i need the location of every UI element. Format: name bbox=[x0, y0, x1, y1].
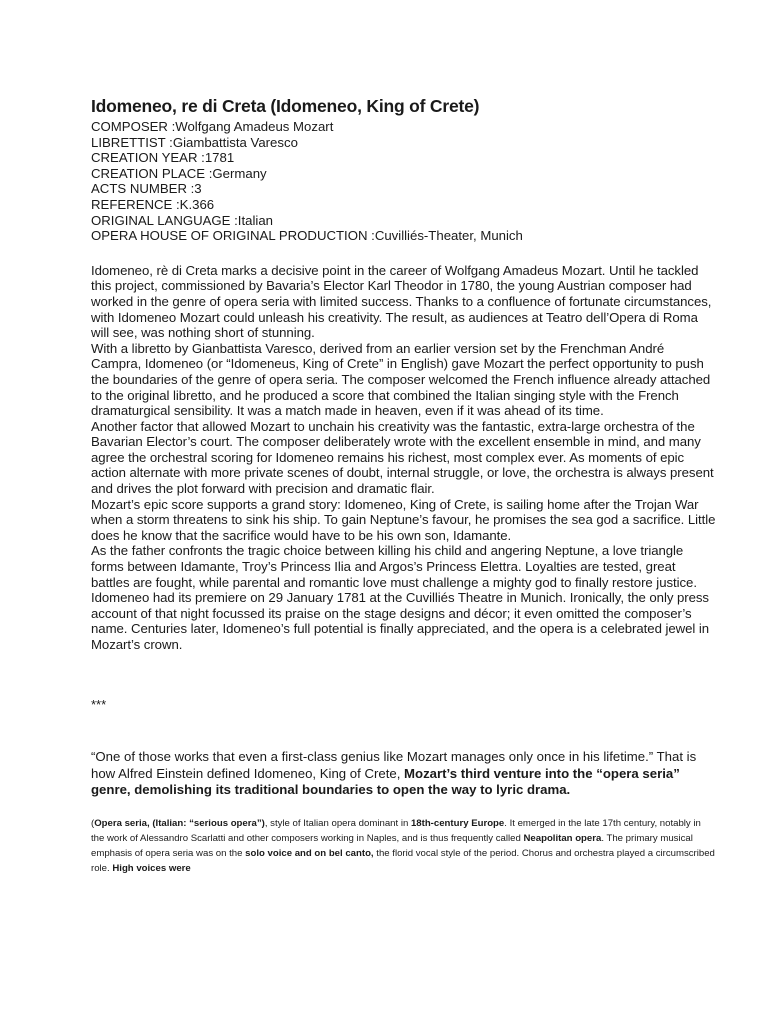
definition-text: , style of Italian opera dominant in bbox=[264, 818, 411, 830]
meta-creation-year: CREATION YEAR :1781 bbox=[91, 150, 235, 166]
section-separator: *** bbox=[91, 696, 107, 712]
body-paragraph: As the father confronts the tragic choice between killing his child and angering Neptune, a love triangle forms between Idamante, Troy’s Princess Ilia and Argos’s Princess Elettra. Loyalties are tested, great battles are fought, while parental and romantic love must challenge a mighty god to finally restore justice. bbox=[91, 543, 697, 590]
quote-bold-text: Mozart’s third venture into the “opera seria” genre, demolishing its traditional boundaries to open the way to lyric drama. bbox=[91, 765, 680, 797]
opera-seria-definition bbox=[91, 816, 716, 876]
meta-original-language: ORIGINAL LANGUAGE :Italian bbox=[91, 212, 273, 228]
meta-reference: REFERENCE :K.366 bbox=[91, 196, 215, 212]
meta-creation-place: CREATION PLACE :Germany bbox=[91, 165, 267, 181]
definition-bold: Opera seria, (Italian: “serious opera”) bbox=[94, 818, 265, 830]
opera-metadata bbox=[91, 119, 716, 244]
definition-bold: High voices were bbox=[112, 863, 191, 875]
section-gap bbox=[91, 244, 716, 263]
body-paragraph: With a libretto by Gianbattista Varesco, derived from an earlier version set by the Frenchman André Campra, Idomeneo (or “Idomeneus, King of Crete” in English) gave Mozart the perfect opportunity to push the boundaries of the genre of opera seria. The composer welcomed the French influence already attached to the original libretto, and he produced a score that combined the Italian singing style with the French dramaturgical sensibility. It was a match made in heaven, even if it was ahead of its time. bbox=[91, 340, 711, 419]
quote-text: “One of those works that even a first-class genius like Mozart manages only once in his lifetime.” That is how Alfred Einstein defined Idomeneo, King of Crete, bbox=[91, 749, 697, 781]
definition-bold: solo voice and on bel canto, bbox=[245, 848, 374, 860]
definition-text: the florid vocal style of the period. Chorus and orchestra played a circumscribed role. bbox=[91, 848, 715, 875]
body-paragraph: Mozart’s epic score supports a grand story: Idomeneo, King of Crete, is sailing home after the Trojan War when a storm threatens to sink his ship. To gain Neptune’s favour, he promises the sea god a sacrifice. Little does he know that the sacrifice would have to be his own son, Idamante. bbox=[91, 496, 716, 543]
body-paragraph: Idomeneo, rè di Creta marks a decisive point in the career of Wolfgang Amadeus Mozart. Until he tackled this project, commissioned by Bavaria’s Elector Karl Theodor in 1780, the young Austrian composer had worked in the genre of opera seria with limited success. Thanks to a confluence of fortunate circumstances, with Idomeneo Mozart could unleash his creativity. The result, as audiences at Teatro dell’Opera di Roma will see, was nothing short of stunning. bbox=[91, 262, 712, 341]
definition-bold: Neapolitan opera bbox=[523, 833, 602, 845]
einstein-quote bbox=[91, 749, 716, 798]
definition-bold: 18th-century Europe bbox=[410, 818, 505, 830]
definition-text: . The primary musical emphasis of opera seria was on the bbox=[91, 833, 693, 860]
meta-composer: COMPOSER :Wolfgang Amadeus Mozart bbox=[91, 119, 334, 134]
meta-opera-house: OPERA HOUSE OF ORIGINAL PRODUCTION :Cuvilliés-Theater, Munich bbox=[91, 228, 523, 244]
meta-acts-number: ACTS NUMBER :3 bbox=[91, 181, 202, 197]
page-title: Idomeneo, re di Creta (Idomeneo, King of Crete) bbox=[91, 96, 480, 116]
body-paragraph: Idomeneo had its premiere on 29 January 1781 at the Cuvilliés Theatre in Munich. Ironically, the only press account of that night focussed its praise on the stage designs and décor; it even omitted the composer’s name. Centuries later, Idomeneo’s full potential is finally appreciated, and the opera is a celebrated jewel in Mozart’s crown. bbox=[91, 590, 710, 652]
meta-librettist: LIBRETTIST :Giambattista Varesco bbox=[91, 134, 298, 150]
definition-text: . It emerged in the late 17th century, notably in the work of Alessandro Scarlatti and other composers working in Naples, and is thus frequently called bbox=[91, 818, 701, 845]
definition-text: ( bbox=[91, 818, 95, 830]
article-body bbox=[91, 263, 716, 653]
body-paragraph: Another factor that allowed Mozart to unchain his creativity was the fantastic, extra-large orchestra of the Bavarian Elector’s court. The composer deliberately wrote with the excellent ensemble in mind, and many agree the orchestral scoring for Idomeneo remains his richest, most complex ever. As moments of epic action alternate with more private scenes of doubt, internal struggle, or love, the orchestra is always present and drives the plot forward with precision and dramatic flair. bbox=[91, 418, 714, 497]
document-content bbox=[91, 95, 716, 886]
